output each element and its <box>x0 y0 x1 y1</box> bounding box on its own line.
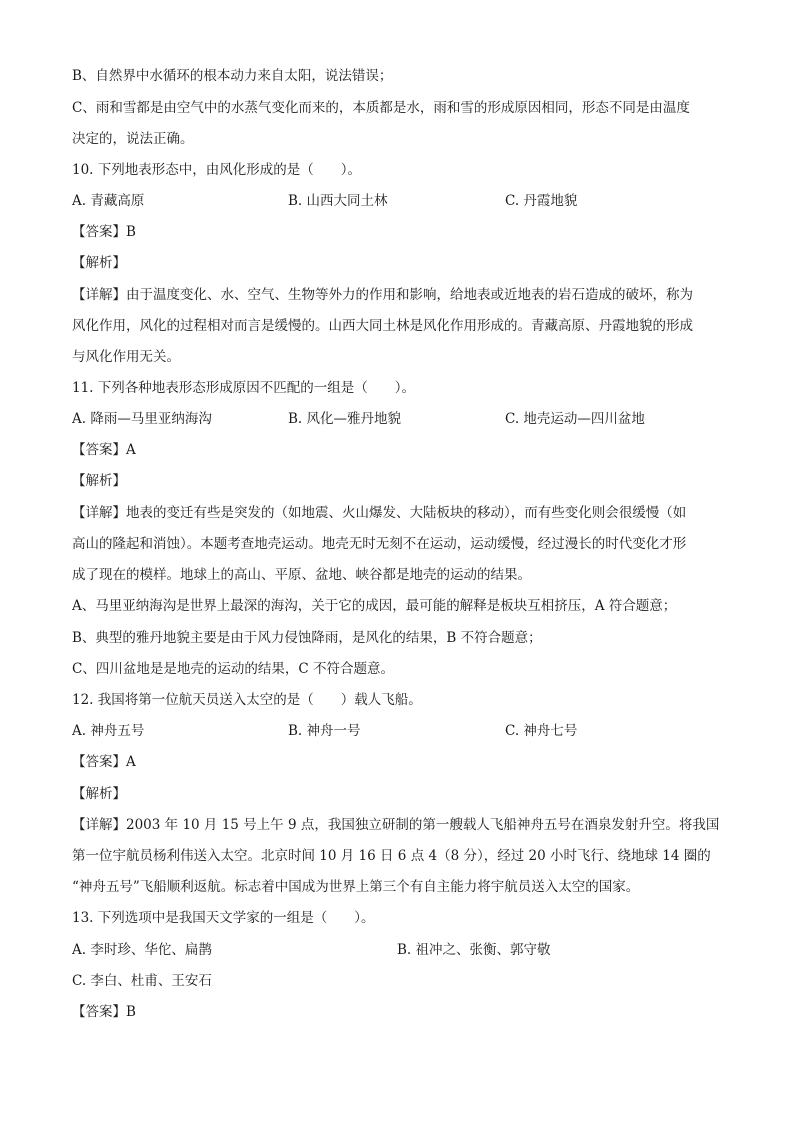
q12-answer: 【答案】A <box>72 754 136 770</box>
q13-option-a: A. 李时珍、华佗、扁鹊 <box>72 942 212 958</box>
q13-stem: 13. 下列选项中是我国天文学家的一组是（ ）。 <box>72 910 375 926</box>
q10-option-c: C. 丹霞地貌 <box>505 193 578 209</box>
q12-option-a: A. 神舟五号 <box>72 723 145 739</box>
prev-option-c-explanation-line1: C、雨和雪都是由空气中的水蒸气变化而来的，本质都是水，雨和雪的形成原因相同，形态不同是由温度 <box>72 100 690 116</box>
q12-option-b: B. 神舟一号 <box>288 723 361 739</box>
q10-answer: 【答案】B <box>72 224 136 240</box>
q12-analysis-label: 【解析】 <box>72 786 126 802</box>
q11-option-c: C. 地壳运动—四川盆地 <box>505 411 645 427</box>
q10-option-a: A. 青藏高原 <box>72 193 145 209</box>
q10-option-b: B. 山西大同土林 <box>288 193 388 209</box>
q11-detail-line3: 成了现在的模样。地球上的高山、平原、盆地、峡谷都是地壳的运动的结果。 <box>72 567 531 583</box>
prev-option-b-explanation: B、自然界中水循环的根本动力来自太阳，说法错误； <box>72 68 393 84</box>
q11-answer: 【答案】A <box>72 442 136 458</box>
q10-stem: 10. 下列地表形态中，由风化形成的是（ ）。 <box>72 162 362 178</box>
q11-stem: 11. 下列各种地表形态形成原因不匹配的一组是（ ）。 <box>72 380 416 396</box>
q12-detail-line3: “神舟五号”飞船顺利返航。标志着中国成为世界上第三个有自主能力将宇航员送入太空的国家。 <box>72 879 640 895</box>
q13-option-b: B. 祖冲之、张衡、郭守敬 <box>397 942 551 958</box>
q13-option-c: C. 李白、杜甫、王安石 <box>72 973 212 989</box>
q10-detail-line3: 与风化作用无关。 <box>72 349 180 365</box>
prev-option-c-explanation-line2: 决定的，说法正确。 <box>72 131 194 147</box>
q11-detail-line1: 【详解】地表的变迁有些是突发的（如地震、火山爆发、大陆板块的移动），而有些变化则会很缓慢（如 <box>72 505 687 521</box>
q11-option-b: B. 风化—雅丹地貌 <box>288 411 402 427</box>
q12-option-c: C. 神舟七号 <box>505 723 578 739</box>
q13-answer: 【答案】B <box>72 1004 136 1020</box>
q12-stem: 12. 我国将第一位航天员送入太空的是（ ）载人飞船。 <box>72 692 422 708</box>
q10-analysis-label: 【解析】 <box>72 255 126 271</box>
q11-option-a: A. 降雨—马里亚纳海沟 <box>72 411 212 427</box>
q12-detail-line1: 【详解】2003 年 10 月 15 号上午 9 点，我国独立研制的第一艘载人飞船神舟五号在酒泉发射升空。将我国 <box>72 817 720 833</box>
q12-detail-line2: 第一位宇航员杨利伟送入太空。北京时间 10 月 16 日 6 点 4（8 分），经过 20 小时飞行、绕地球 14 圈的 <box>72 848 711 864</box>
q11-detail-line5: B、典型的雅丹地貌主要是由于风力侵蚀降雨，是风化的结果，B 不符合题意； <box>72 630 542 646</box>
q10-detail-line1: 【详解】由于温度变化、水、空气、生物等外力的作用和影响，给地表或近地表的岩石造成的破坏，称为 <box>72 287 693 303</box>
q11-detail-line2: 高山的隆起和消蚀）。本题考查地壳运动。地壳无时无刻不在运动，运动缓慢，经过漫长的时代变化才形 <box>72 536 687 552</box>
q10-detail-line2: 风化作用，风化的过程相对而言是缓慢的。山西大同土林是风化作用形成的。青藏高原、丹霞地貌的形成 <box>72 318 693 334</box>
q11-detail-line4: A、马里亚纳海沟是世界上最深的海沟，关于它的成因，最可能的解释是板块互相挤压，A 符合题意； <box>72 598 677 614</box>
q11-analysis-label: 【解析】 <box>72 473 126 489</box>
q11-detail-line6: C、四川盆地是是地壳的运动的结果，C 不符合题意。 <box>72 661 394 677</box>
